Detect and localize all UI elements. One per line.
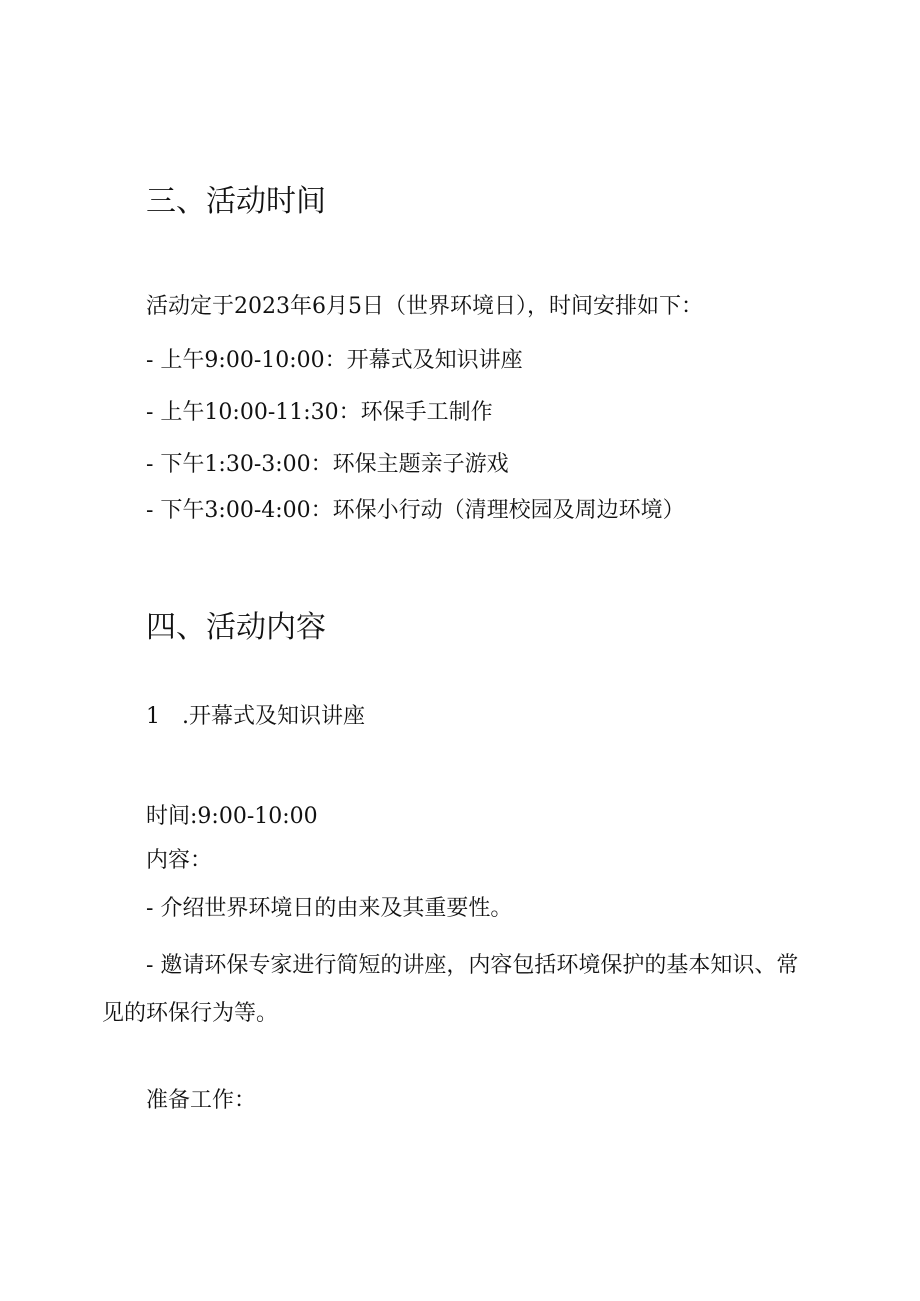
content-bullet: - 邀请环保专家进行简短的讲座，内容包括环境保护的基本知识、常见的环保行为等。: [102, 953, 799, 1026]
schedule-item: - 下午1:30-3:00：环保主题亲子游戏: [146, 452, 509, 477]
schedule-item: - 上午10:00-11:30：环保手工制作: [146, 400, 493, 425]
prep-label: 准备工作：: [146, 1088, 257, 1113]
content-bullet: - 介绍世界环境日的由来及其重要性。: [146, 896, 513, 921]
item-title: 1 .开幕式及知识讲座: [146, 704, 365, 729]
content-label: 内容：: [146, 848, 213, 873]
schedule-intro: 活动定于2023年6月5日（世界环境日），时间安排如下：: [146, 294, 703, 319]
schedule-item: - 上午9:00-10:00：开幕式及知识讲座: [146, 348, 523, 373]
schedule-item: - 下午3:00-4:00：环保小行动（清理校园及周边环境）: [146, 498, 685, 523]
time-line: 时间:9:00-10:00: [146, 804, 318, 829]
section-heading-content: 四、活动内容: [146, 610, 326, 645]
section-heading-time: 三、活动时间: [146, 184, 326, 219]
